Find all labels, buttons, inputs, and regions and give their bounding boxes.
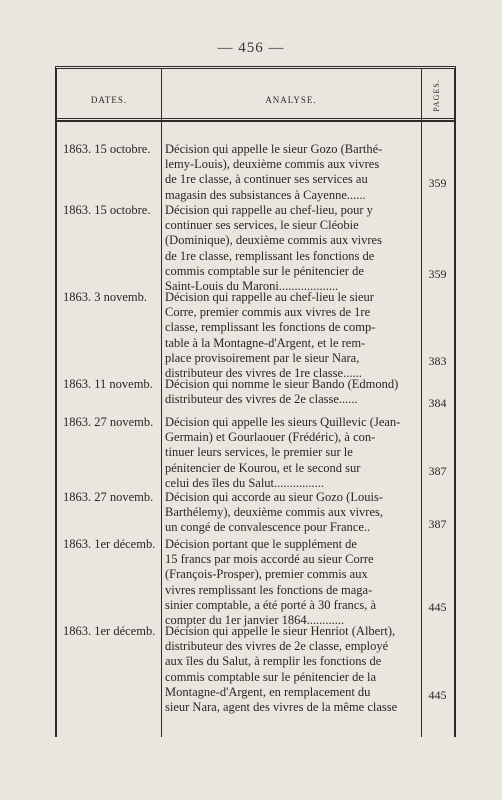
entry-line: distributeur des vivres de 2e classe, employé [165,639,389,654]
entry-date: 1863. 3 novemb. [63,290,148,304]
entry-line: magasin des subsistances à Cayenne...... [165,187,366,202]
entry-line: commis comptable sur le pénitencier de [165,263,364,278]
entry-line: Décision qui appelle les sieurs Quillevic (Jean- [165,415,401,429]
entry-line: Décision qui rappelle au chef-lieu le sieur [165,290,374,304]
entry-line: Décision qui appelle le sieur Henriot (Albert), [165,624,396,638]
entry-analysis [165,415,419,491]
entry-line: continuer ses services, le sieur Cléobie [165,218,359,233]
entry-line: Corre, premier commis aux vivres de 1re [165,305,371,320]
entry-analysis [165,537,419,628]
entry-line: commis comptable sur le pénitencier de la [165,669,377,684]
entry-page: 445 [428,600,447,614]
entry-date: 1863. 11 novemb. [63,377,153,391]
entry-line: Décision qui rappelle au chef-lieu, pour y [165,203,373,217]
entry-page: 387 [428,517,447,531]
entry-line: Décision qui appelle le sieur Gozo (Barthé- [165,142,383,156]
entry-page: 359 [428,267,447,281]
entry-line: pénitencier de Kourou, et le second sur [165,460,361,475]
entry-date: 1863. 27 novemb. [63,490,154,504]
entry-line: Germain) et Gourlaouer (Frédéric), à con- [165,430,376,445]
entry-analysis [165,377,419,407]
header-rule [57,120,454,122]
table-frame [55,66,456,737]
entry-analysis [165,624,419,715]
entry-line: compter du 1er janvier 1864............ [165,613,345,628]
entry-line: lemy-Louis), deuxième commis aux vivres [165,157,380,172]
entry-line: distributeur des vivres de 1re classe...... [165,366,362,381]
entry-date: 1863. 15 octobre. [63,203,151,217]
entry-line: sinier comptable, a été porté à 30 francs, à [165,597,377,612]
entry-page: 445 [428,688,447,702]
header-dates: DATES. [90,95,128,105]
entry-line: tinuer leurs services, le premier sur le [165,445,353,460]
entry-line: vivres remplissant les fonctions de maga- [165,582,373,597]
entry-page: 383 [428,354,447,368]
entry-analysis [165,490,419,536]
entry-page: 387 [428,464,447,478]
entry-line: Saint-Louis du Maroni................... [165,279,339,294]
entry-line: Décision qui accorde au sieur Gozo (Louis- [165,490,383,504]
entry-page: 384 [428,396,447,410]
entry-line: (François-Prosper), premier commis aux [165,567,368,582]
entry-date: 1863. 1er décemb. [63,537,156,551]
entry-line: Décision qui nomme le sieur Bando (Edmond) [165,377,399,391]
entry-line: Décision portant que le supplément de [165,537,357,551]
header-analyse: ANALYSE. [265,95,317,105]
table-header [57,69,454,119]
entry-analysis [165,142,419,203]
entry-analysis [165,203,419,294]
header-pages: PAGES. [432,78,442,112]
header-pages-cell [421,75,452,115]
entry-line: aux îles du Salut, à remplir les fonctions de [165,654,382,669]
entry-line: table à la Montagne-d'Argent, et le rem- [165,335,366,350]
column-divider [161,69,162,737]
page-number: — 456 — [217,40,285,56]
column-divider [421,69,422,737]
entry-line: celui des îles du Salut................ [165,475,325,490]
entry-line: place provisoirement par le sieur Nara, [165,350,360,365]
entry-analysis [165,290,419,381]
entry-line: de 1re classe, remplissant les fonctions de [165,248,375,263]
entry-date: 1863. 15 octobre. [63,142,151,156]
entry-line: classe, remplissant les fonctions de comp- [165,320,376,335]
entry-line: de 1re classe, à continuer ses services au [165,172,368,187]
entry-page: 359 [428,176,447,190]
entry-line: (Dominique), deuxième commis aux vivres [165,233,382,248]
entry-line: Barthélemy), deuxième commis aux vivres, [165,505,383,520]
entry-line: Montagne-d'Argent, en remplacement du [165,684,371,699]
entry-line: distributeur des vivres de 2e classe...... [165,392,358,407]
entry-line: un congé de convalescence pour France.. [165,520,371,535]
entry-line: sieur Nara, agent des vivres de la même classe [165,700,398,715]
entry-line: 15 francs par mois accordé au sieur Corre [165,552,374,567]
entry-date: 1863. 1er décemb. [63,624,156,638]
entry-date: 1863. 27 novemb. [63,415,154,429]
